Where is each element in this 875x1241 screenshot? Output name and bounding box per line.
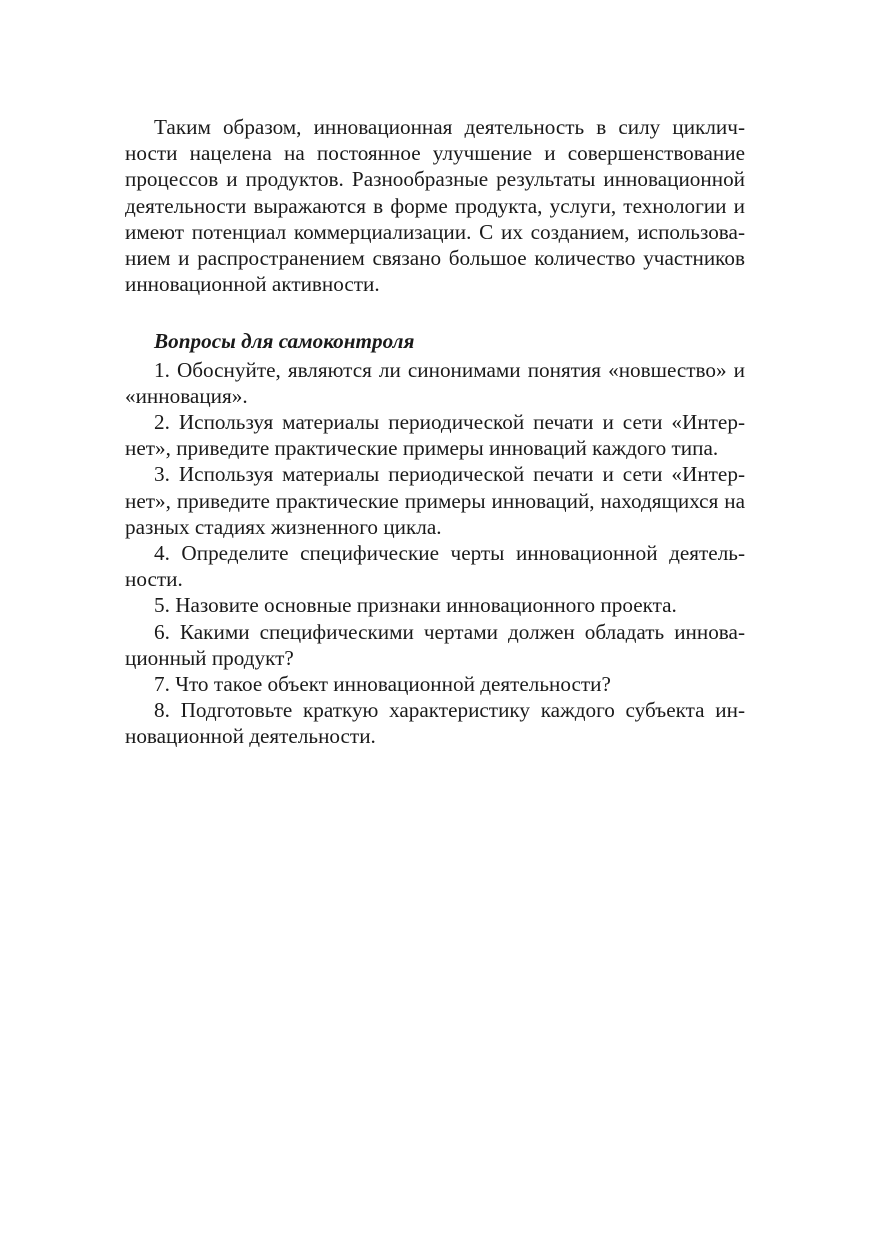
questions-heading: Вопросы для самоконтроля [154,329,415,354]
question-item: 6. Какими специфическими чертами должен обладать инновационный продукт? [125,619,745,670]
document-page [125,114,745,750]
question-item: 7. Что такое объект инновационной деятельности? [154,672,611,697]
question-item: 2. Используя материалы периодической печати и сети «Интернет», приведите практические примеры инноваций каждого типа. [125,410,745,461]
question-item: 4. Определите специфические черты инновационной деятельности. [125,541,745,592]
question-item: 5. Назовите основные признаки инновационного проекта. [154,593,677,618]
questions-list [125,357,745,750]
question-item: 1. Обоснуйте, являются ли синонимами понятия «новшество» и «инновация». [125,357,745,408]
intro-paragraph: Таким образом, инновационная деятельность в силу цикличности нацелена на постоянное улучшение и совершенствование процессов и продуктов. Разнообразные результаты инновационной деятельности выражаются в форме продукта, услуги, технологии и имеют потенциал коммерциализации. С их созданием, использованием и распространением связано большое количество участников инновационной активности. [125,115,745,297]
question-item: 8. Подготовьте краткую характеристику каждого субъекта инновационной деятельности. [125,698,745,749]
question-item: 3. Используя материалы периодической печати и сети «Интернет», приведите практические примеры инноваций, находящихся на разных стадиях жизненного цикла. [125,462,745,539]
